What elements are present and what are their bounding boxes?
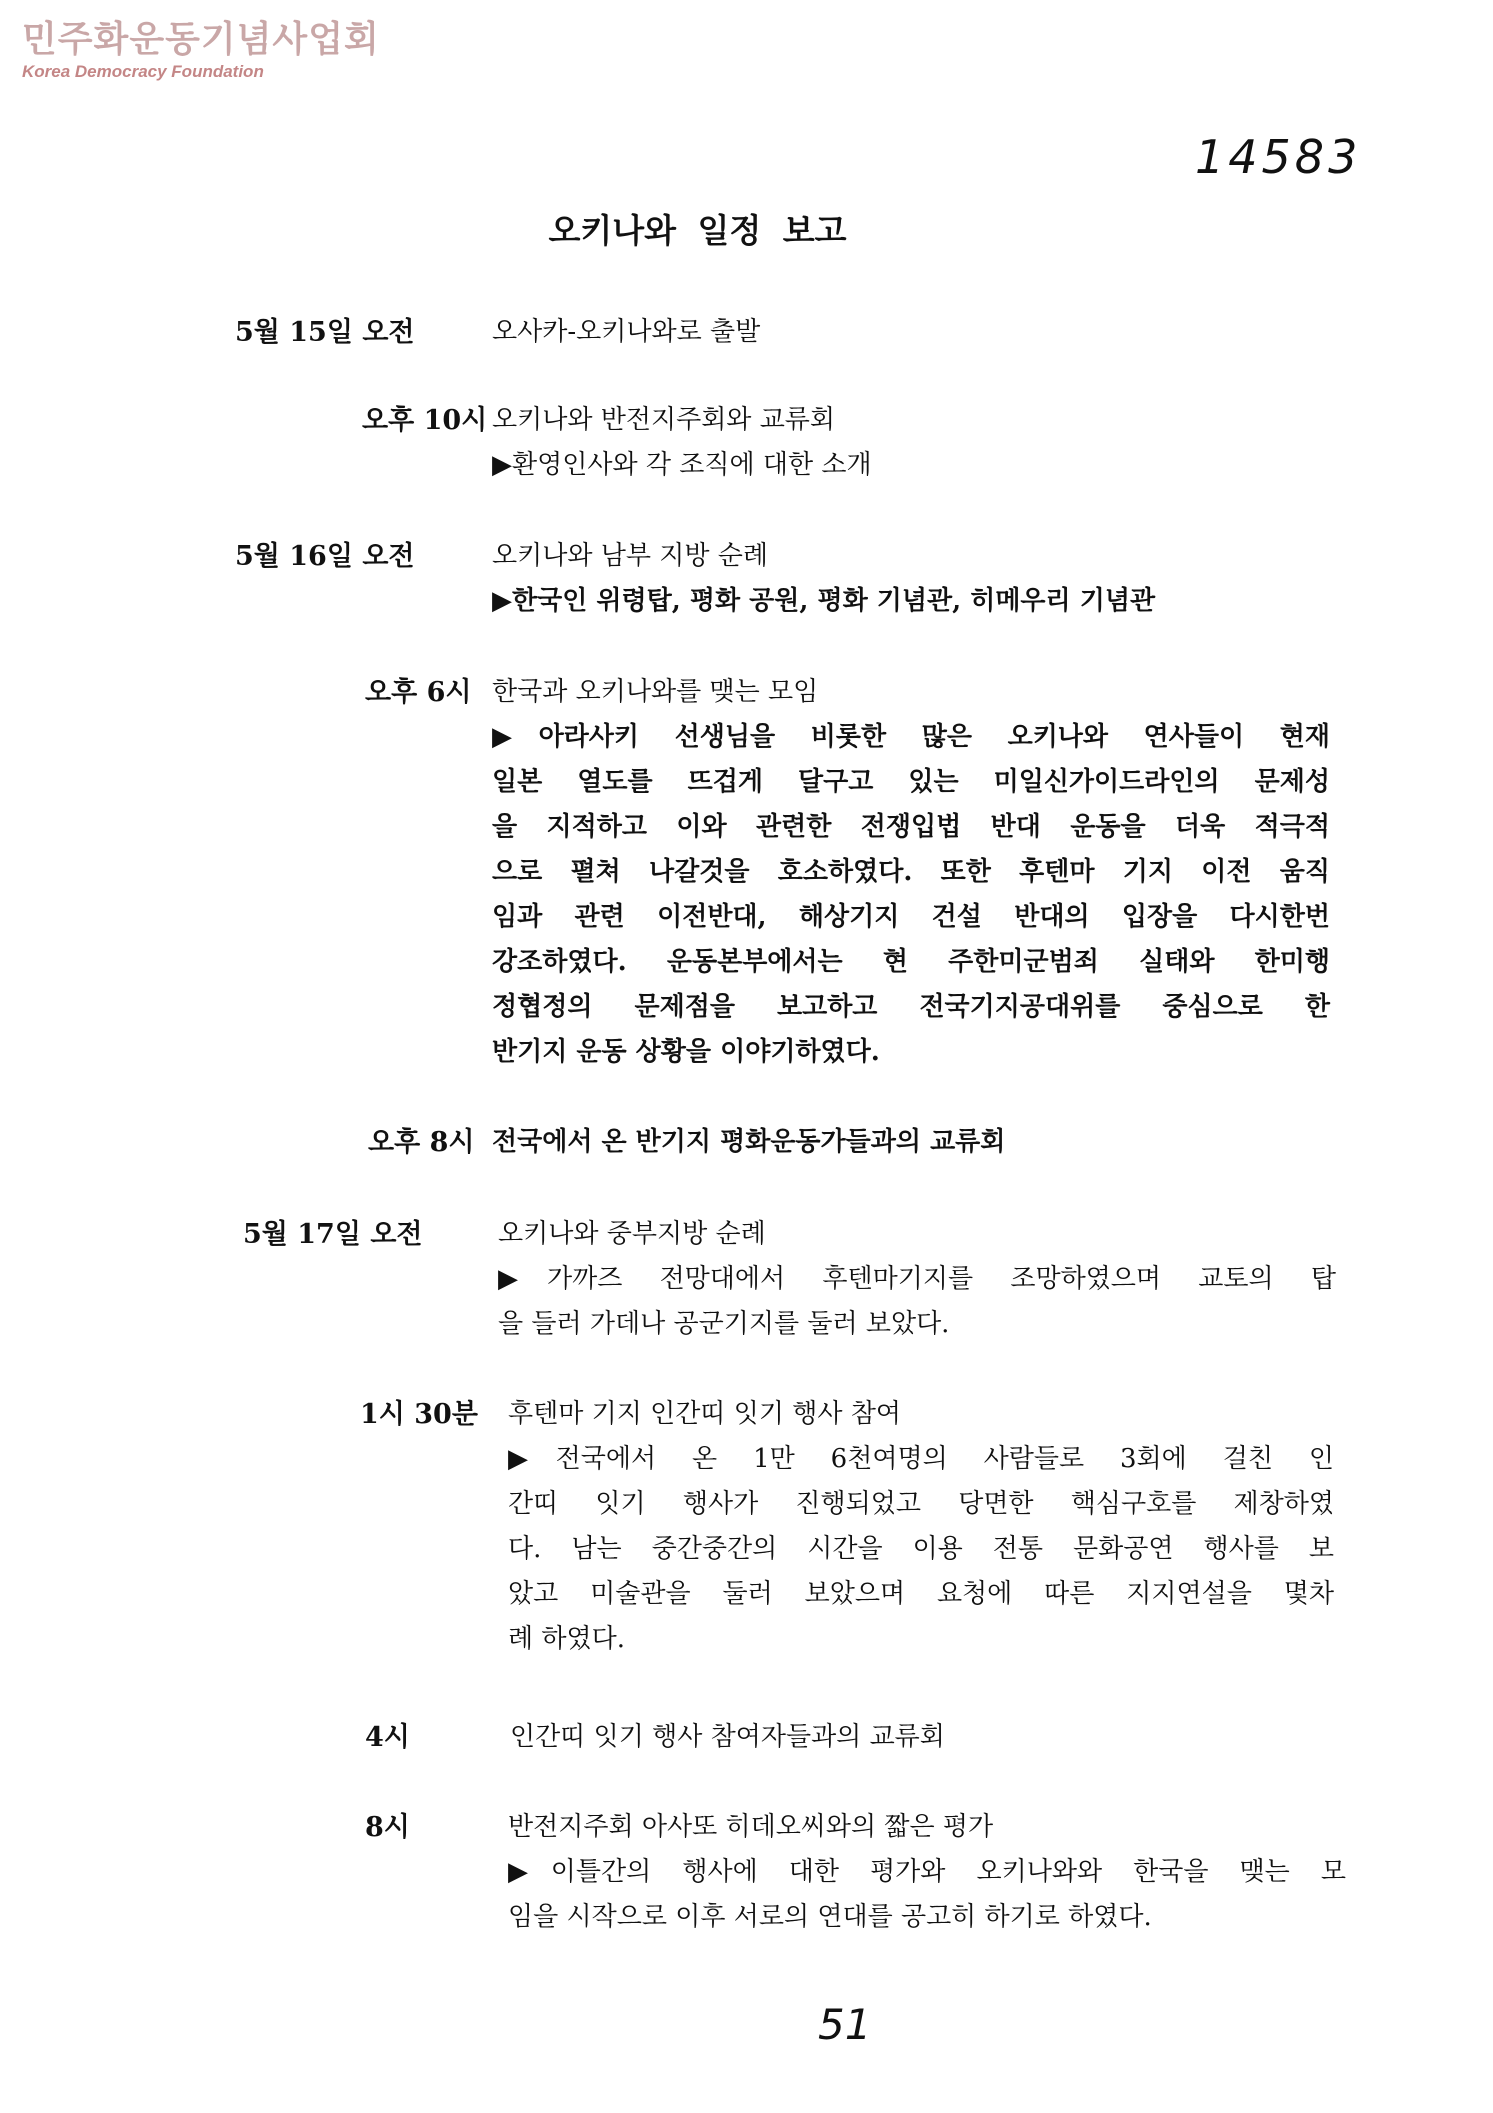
entry-date-label: 5월 17일 오전 [243, 1219, 423, 1250]
entry-body-line: 을 지적하고 이와 관련한 전쟁입법 반대 운동을 더욱 적극적 [492, 812, 1330, 842]
entry-detail: ▶환영인사와 각 조직에 대한 소개 [492, 450, 872, 480]
entry-body-line: 았고 미술관을 둘러 보았으며 요청에 따른 지지연설을 몇차 [508, 1579, 1334, 1609]
entry-text: 오사카-오키나와로 출발 [492, 317, 761, 347]
entry-body-line: ▶아라사키 선생님을 비롯한 많은 오키나와 연사들이 현재 [492, 722, 1330, 752]
entry-body-line: ▶이틀간의 행사에 대한 평가와 오키나와와 한국을 맺는 모 [508, 1857, 1346, 1887]
watermark-english: Korea Democracy Foundation [22, 62, 264, 81]
entry-text: 전국에서 온 반기지 평화운동가들과의 교류회 [492, 1127, 1006, 1157]
entry-body-line: 을 들러 가데나 공군기지를 둘러 보았다. [498, 1309, 950, 1339]
page-number: 51 [818, 2000, 872, 2049]
entry-text: 오키나와 남부 지방 순례 [492, 541, 768, 571]
entry-text: 반전지주회 아사또 히데오씨와의 짧은 평가 [508, 1812, 994, 1842]
entry-body-line: 다. 남는 중간중간의 시간을 이용 전통 문화공연 행사를 보 [508, 1534, 1334, 1564]
entry-body-line: ▶가까즈 전망대에서 후텐마기지를 조망하였으며 교토의 탑 [498, 1264, 1336, 1294]
entry-body-line: ▶전국에서 온 1만 6천여명의 사람들로 3회에 걸친 인 [508, 1444, 1334, 1474]
entry-body-line: 정협정의 문제점을 보고하고 전국기지공대위를 중심으로 한 [492, 992, 1330, 1022]
entry-text: 오키나와 반전지주회와 교류회 [492, 405, 836, 435]
entry-date-label: 5월 16일 오전 [235, 541, 415, 572]
entry-date-label: 4시 [365, 1722, 410, 1753]
entry-date-label: 1시 30분 [360, 1399, 478, 1430]
entry-text: 한국과 오키나와를 맺는 모임 [492, 677, 819, 707]
entry-date-label: 5월 15일 오전 [235, 317, 415, 348]
entry-date-label: 오후 6시 [365, 677, 472, 708]
watermark [22, 18, 380, 82]
document-title: 오키나와 일정 보고 [548, 211, 847, 250]
document-number: 14583 [1195, 130, 1362, 184]
entry-body-line: 례 하였다. [508, 1624, 625, 1654]
entry-date-label: 8시 [365, 1812, 410, 1843]
entry-body-line: 일본 열도를 뜨겁게 달구고 있는 미일신가이드라인의 문제성 [492, 767, 1330, 797]
entry-body-line: 강조하였다. 운동본부에서는 현 주한미군범죄 실태와 한미행 [492, 947, 1330, 977]
entry-body-line: 간띠 잇기 행사가 진행되었고 당면한 핵심구호를 제창하였 [508, 1489, 1334, 1519]
entry-body-line: 반기지 운동 상황을 이야기하였다. [492, 1037, 880, 1067]
watermark-korean: 민주화운동기념사업회 [22, 19, 380, 60]
entry-text: 오키나와 중부지방 순례 [498, 1219, 766, 1249]
entry-text: 후텐마 기지 인간띠 잇기 행사 참여 [508, 1399, 901, 1429]
entry-body-line: 으로 펼쳐 나갈것을 호소하였다. 또한 후텐마 기지 이전 움직 [492, 857, 1330, 887]
entry-date-label: 오후 10시 [362, 405, 488, 436]
entry-detail: ▶한국인 위령탑, 평화 공원, 평화 기념관, 히메우리 기념관 [492, 586, 1156, 616]
entry-body-line: 임과 관련 이전반대, 해상기지 건설 반대의 입장을 다시한번 [492, 902, 1330, 932]
entry-body-line: 임을 시작으로 이후 서로의 연대를 공고히 하기로 하였다. [508, 1902, 1152, 1932]
entry-text: 인간띠 잇기 행사 참여자들과의 교류회 [510, 1722, 945, 1752]
entry-date-label: 오후 8시 [368, 1127, 475, 1158]
